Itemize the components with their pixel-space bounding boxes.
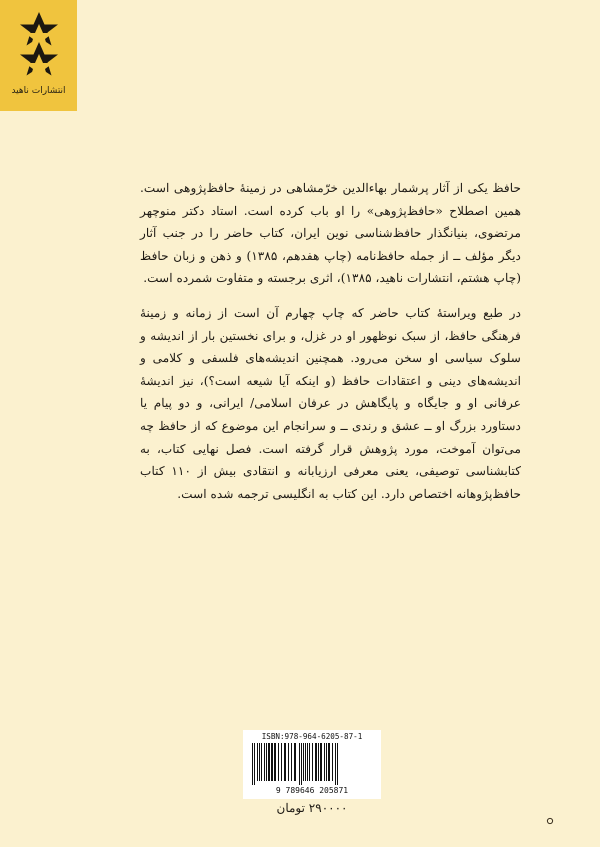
publisher-name: انتشارات ناهید	[11, 86, 66, 96]
barcode-bar	[252, 743, 253, 785]
barcode-bar	[261, 743, 262, 781]
blurb-paragraph: حافظ یکی از آثار پرشمار بهاءالدین خرّمشاهی در زمینهٔ حافظ‌پژوهی است. همین اصطلاح «حافظ‌پژوهی» را او باب کرده است. استاد دکتر منوچهر مرتضوی، بنیانگذار حافظ‌شناسی نوین ایران، کتاب حاضر را در جنب آثار دیگر مؤلف ــ از جمله حافظ‌نامه (چاپ هفدهم، ۱۳۸۵) و ذهن و زبان حافظ (چاپ هشتم، انتشارات ناهید، ۱۳۸۵)، اثری برجسته و متفاوت شمرده است.	[140, 181, 521, 286]
barcode-bar	[299, 743, 300, 785]
barcode-bar	[335, 743, 336, 785]
isbn-barcode-block	[243, 730, 381, 799]
barcode-bar	[337, 743, 338, 785]
barcode-bar	[312, 743, 313, 781]
barcode-bar	[294, 743, 296, 781]
barcode-bar	[278, 743, 279, 781]
isbn-label: ISBN:978-964-6205-87-1	[261, 732, 363, 741]
barcode-bar	[268, 743, 270, 781]
barcode-bar	[271, 743, 273, 781]
barcode-bar	[328, 743, 330, 781]
corner-ornament-icon	[544, 815, 556, 827]
barcode-bar	[309, 743, 310, 781]
barcode-bar	[301, 743, 302, 785]
barcode-bar	[324, 743, 325, 781]
barcode-bar	[318, 743, 319, 781]
barcode-digits: 9 789646 205871	[275, 786, 349, 795]
price-unit: تومان	[276, 801, 305, 815]
barcode-bar	[259, 743, 260, 781]
price	[243, 800, 381, 817]
barcode-bar	[303, 743, 304, 781]
publisher-logo	[0, 0, 77, 111]
barcode-bar	[326, 743, 327, 781]
barcode-bar	[315, 743, 317, 781]
barcode	[250, 743, 374, 785]
back-cover-blurb	[140, 177, 521, 517]
barcode-bar	[291, 743, 292, 781]
barcode-bar	[274, 743, 276, 781]
barcode-bar	[288, 743, 289, 781]
barcode-bar	[264, 743, 265, 781]
blurb-paragraph: در طبع ویراستهٔ کتاب حاضر که چاپ چهارم آن است از زمانه و زمینهٔ فرهنگی حافظ، از سبک نوظهور او در غزل، و برای نخستین بار از اندیشه و سلوک سیاسی او سخن می‌رود. همچنین اندیشه‌های فلسفی و کلامی و اندیشه‌های دینی و اعتقادات حافظ (و اینکه آیا شیعه است؟)، نیز اندیشهٔ عرفانی او و جایگاه و پایگاهش در عرفان اسلامی/ ایرانی، و دو پیام یا دستاورد بزرگ او ــ عشق و رندی ــ و سرانجام این موضوع که از حافظ چه می‌توان آموخت، مورد پژوهش قرار گرفته است. فصل نهایی کتاب، به کتابشناسی توصیفی، یعنی معرفی ارزیابانه و انتقادی بیش از ۱۱۰ کتاب حافظ‌پژوهانه اختصاص دارد. این کتاب به انگلیسی ترجمه شده است.	[140, 305, 521, 501]
barcode-bar	[305, 743, 306, 781]
barcode-bar	[320, 743, 322, 781]
barcode-bar	[284, 743, 286, 781]
barcode-bar	[307, 743, 308, 781]
barcode-bar	[332, 743, 333, 781]
stacked-star-icon	[11, 10, 67, 82]
barcode-bar	[281, 743, 282, 781]
price-amount: ۲۹۰۰۰۰	[308, 801, 348, 815]
barcode-bar	[254, 743, 255, 785]
barcode-bar	[257, 743, 258, 781]
barcode-bar	[266, 743, 267, 781]
